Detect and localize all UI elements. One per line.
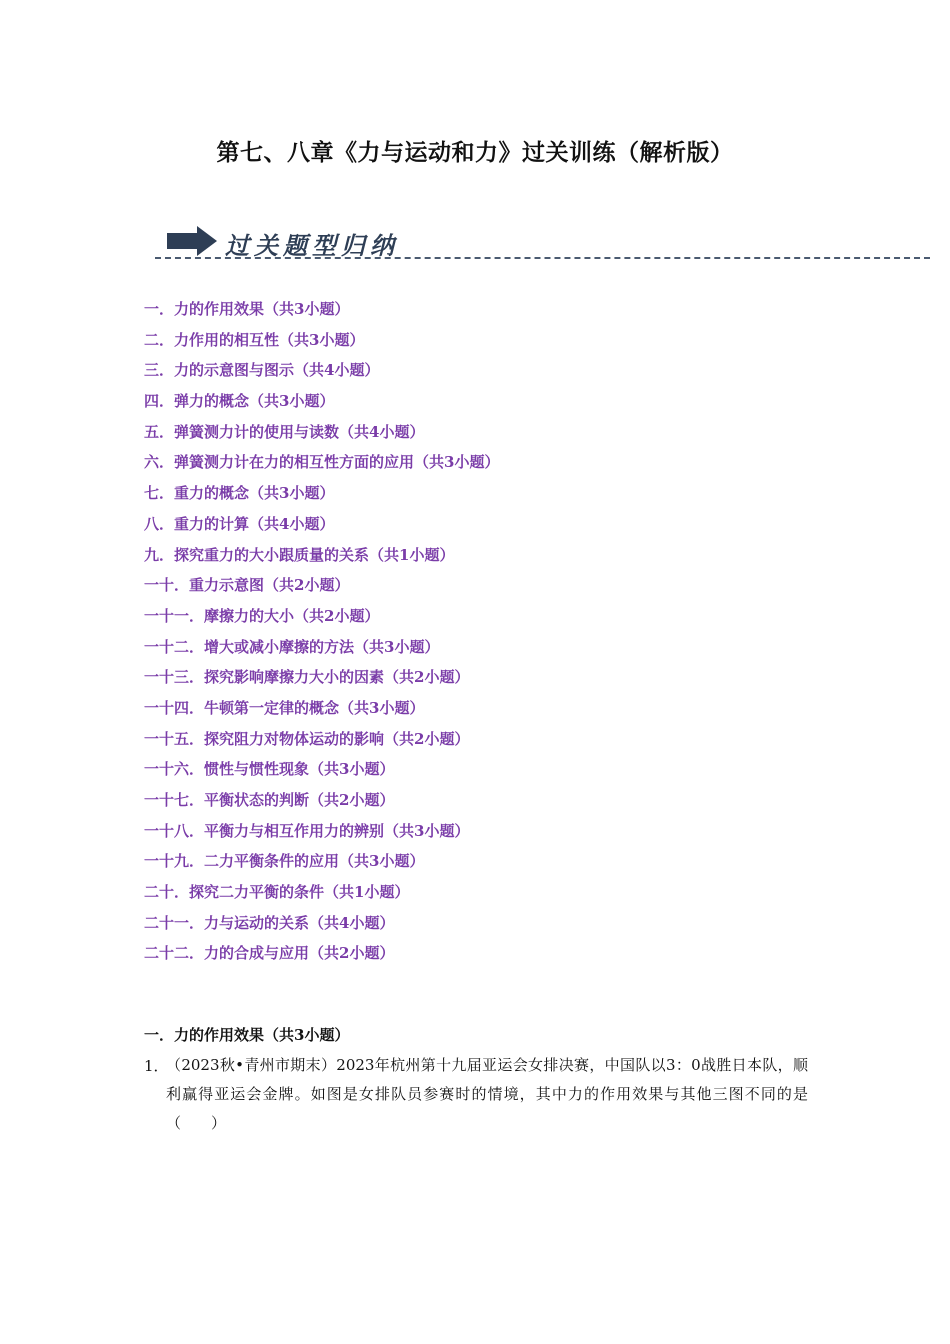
topic-item[interactable]: 一十七．平衡状态的判断（共2小题） — [144, 791, 395, 809]
topic-item[interactable]: 一十三．探究影响摩擦力大小的因素（共2小题） — [144, 668, 470, 687]
arrow-right-icon — [167, 226, 217, 256]
topic-item[interactable]: 二．力作用的相互性（共3小题） — [144, 330, 365, 349]
topic-item[interactable]: 三．力的示意图与图示（共4小题） — [144, 361, 380, 380]
topic-item[interactable]: 七．重力的概念（共3小题） — [144, 484, 335, 503]
topic-item[interactable]: 二十．探究二力平衡的条件（共1小题） — [144, 883, 410, 902]
banner-divider — [155, 257, 930, 259]
topic-item[interactable]: 一十五．探究阻力对物体运动的影响（共2小题） — [144, 729, 470, 748]
topic-item[interactable]: 一十二．增大或减小摩擦的方法（共3小题） — [144, 637, 440, 656]
topic-item[interactable]: 六．弹簧测力计在力的相互性方面的应用（共3小题） — [144, 453, 500, 472]
topic-item[interactable]: 五．弹簧测力计的使用与读数（共4小题） — [144, 422, 425, 441]
topic-item[interactable]: 一十四．牛顿第一定律的概念（共3小题） — [144, 698, 425, 717]
topic-item[interactable]: 一十．重力示意图（共2小题） — [144, 576, 350, 595]
topic-item[interactable]: 二十一．力与运动的关系（共4小题） — [144, 913, 395, 932]
topic-item[interactable]: 一十八．平衡力与相互作用力的辨别（共3小题） — [144, 821, 470, 840]
section-heading: 一．力的作用效果（共3小题） — [144, 1026, 350, 1044]
banner-title: 过关题型归纳 — [225, 232, 399, 260]
question-text: （2023秋•青州市期末）2023年杭州第十九届亚运会女排决赛，中国队以3：0战胜日本队，顺利赢得亚运会金牌。如图是女排队员参赛时的情境，其中力的作用效果与其他三图不同的是（ ） — [166, 1056, 808, 1132]
section-banner — [155, 222, 930, 262]
topic-list — [144, 298, 499, 973]
page-title: 第七、八章《力与运动和力》过关训练（解析版） — [216, 140, 734, 166]
topic-item[interactable]: 四．弹力的概念（共3小题） — [144, 392, 335, 411]
topic-item[interactable]: 一十一．摩擦力的大小（共2小题） — [144, 606, 380, 625]
topic-item[interactable]: 八．重力的计算（共4小题） — [144, 514, 335, 533]
topic-item[interactable]: 二十二．力的合成与应用（共2小题） — [144, 944, 395, 963]
question-number: 1． — [144, 1057, 169, 1075]
topic-item[interactable]: 一十六．惯性与惯性现象（共3小题） — [144, 760, 395, 779]
topic-item[interactable]: 九．探究重力的大小跟质量的关系（共1小题） — [144, 545, 455, 564]
topic-item[interactable]: 一．力的作用效果（共3小题） — [144, 300, 350, 318]
topic-item[interactable]: 一十九．二力平衡条件的应用（共3小题） — [144, 852, 425, 871]
